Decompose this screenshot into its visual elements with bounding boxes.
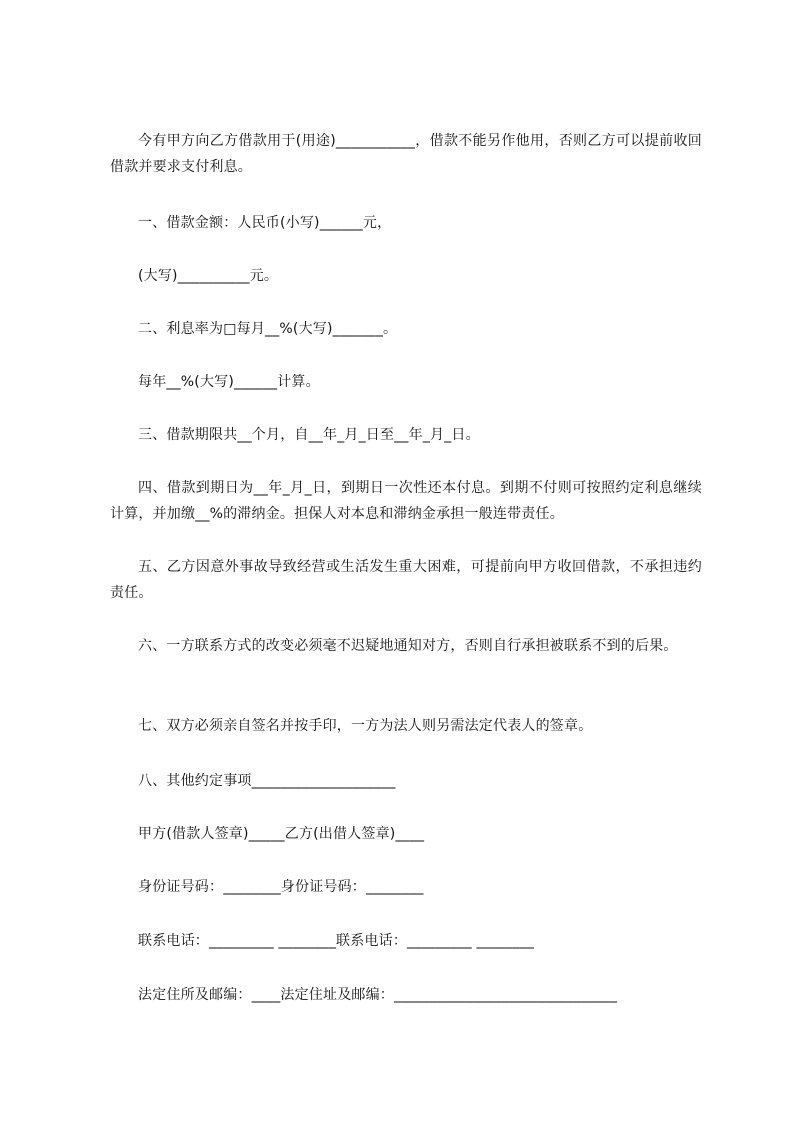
- contact-change-paragraph: 六、一方联系方式的改变必须毫不迟疑地通知对方，否则自行承担被联系不到的后果。: [138, 638, 678, 654]
- loan-amount-big: (大写)__________元。: [138, 268, 279, 284]
- loan-term: 三、借款期限共__个月，自__年_月_日至__年_月_日。: [138, 427, 480, 443]
- loan-amount-small: 一、借款金额：人民币(小写)______元，: [138, 215, 392, 231]
- interest-rate-yearly: 每年__%(大写)______计算。: [138, 374, 320, 390]
- due-date-paragraph: 四、借款到期日为__年_月_日，到期日一次性还本付息。到期不付则可按照约定利息继续计算，并加缴__%的滞纳金。担保人对本息和滞纳金承担一般连带责任。: [110, 480, 702, 522]
- purpose-paragraph: 今有甲方向乙方借款用于(用途)___________，借款不能另作他用，否则乙方可以提前收回借款并要求支付利息。: [110, 133, 702, 175]
- id-numbers: 身份证号码：________身份证号码：________: [138, 879, 424, 895]
- other-terms: 八、其他约定事项____________________: [138, 773, 396, 789]
- early-recall-paragraph: 五、乙方因意外事故导致经营或生活发生重大困难，可提前向甲方收回借款，不承担违约责任。: [110, 559, 702, 601]
- interest-rate-monthly: 二、利息率为□每月__%(大写)_______。: [138, 321, 398, 337]
- party-signatures: 甲方(借款人签章)_____乙方(出借人签章)____: [138, 826, 425, 842]
- addresses-postcodes: 法定住所及邮编：____法定住址及邮编：_______________________________: [138, 987, 618, 1003]
- signature-paragraph: 七、双方必须亲自签名并按手印，一方为法人则另需法定代表人的签章。: [138, 718, 593, 734]
- phone-numbers: 联系电话：_________ ________联系电话：_________ ________: [138, 933, 535, 949]
